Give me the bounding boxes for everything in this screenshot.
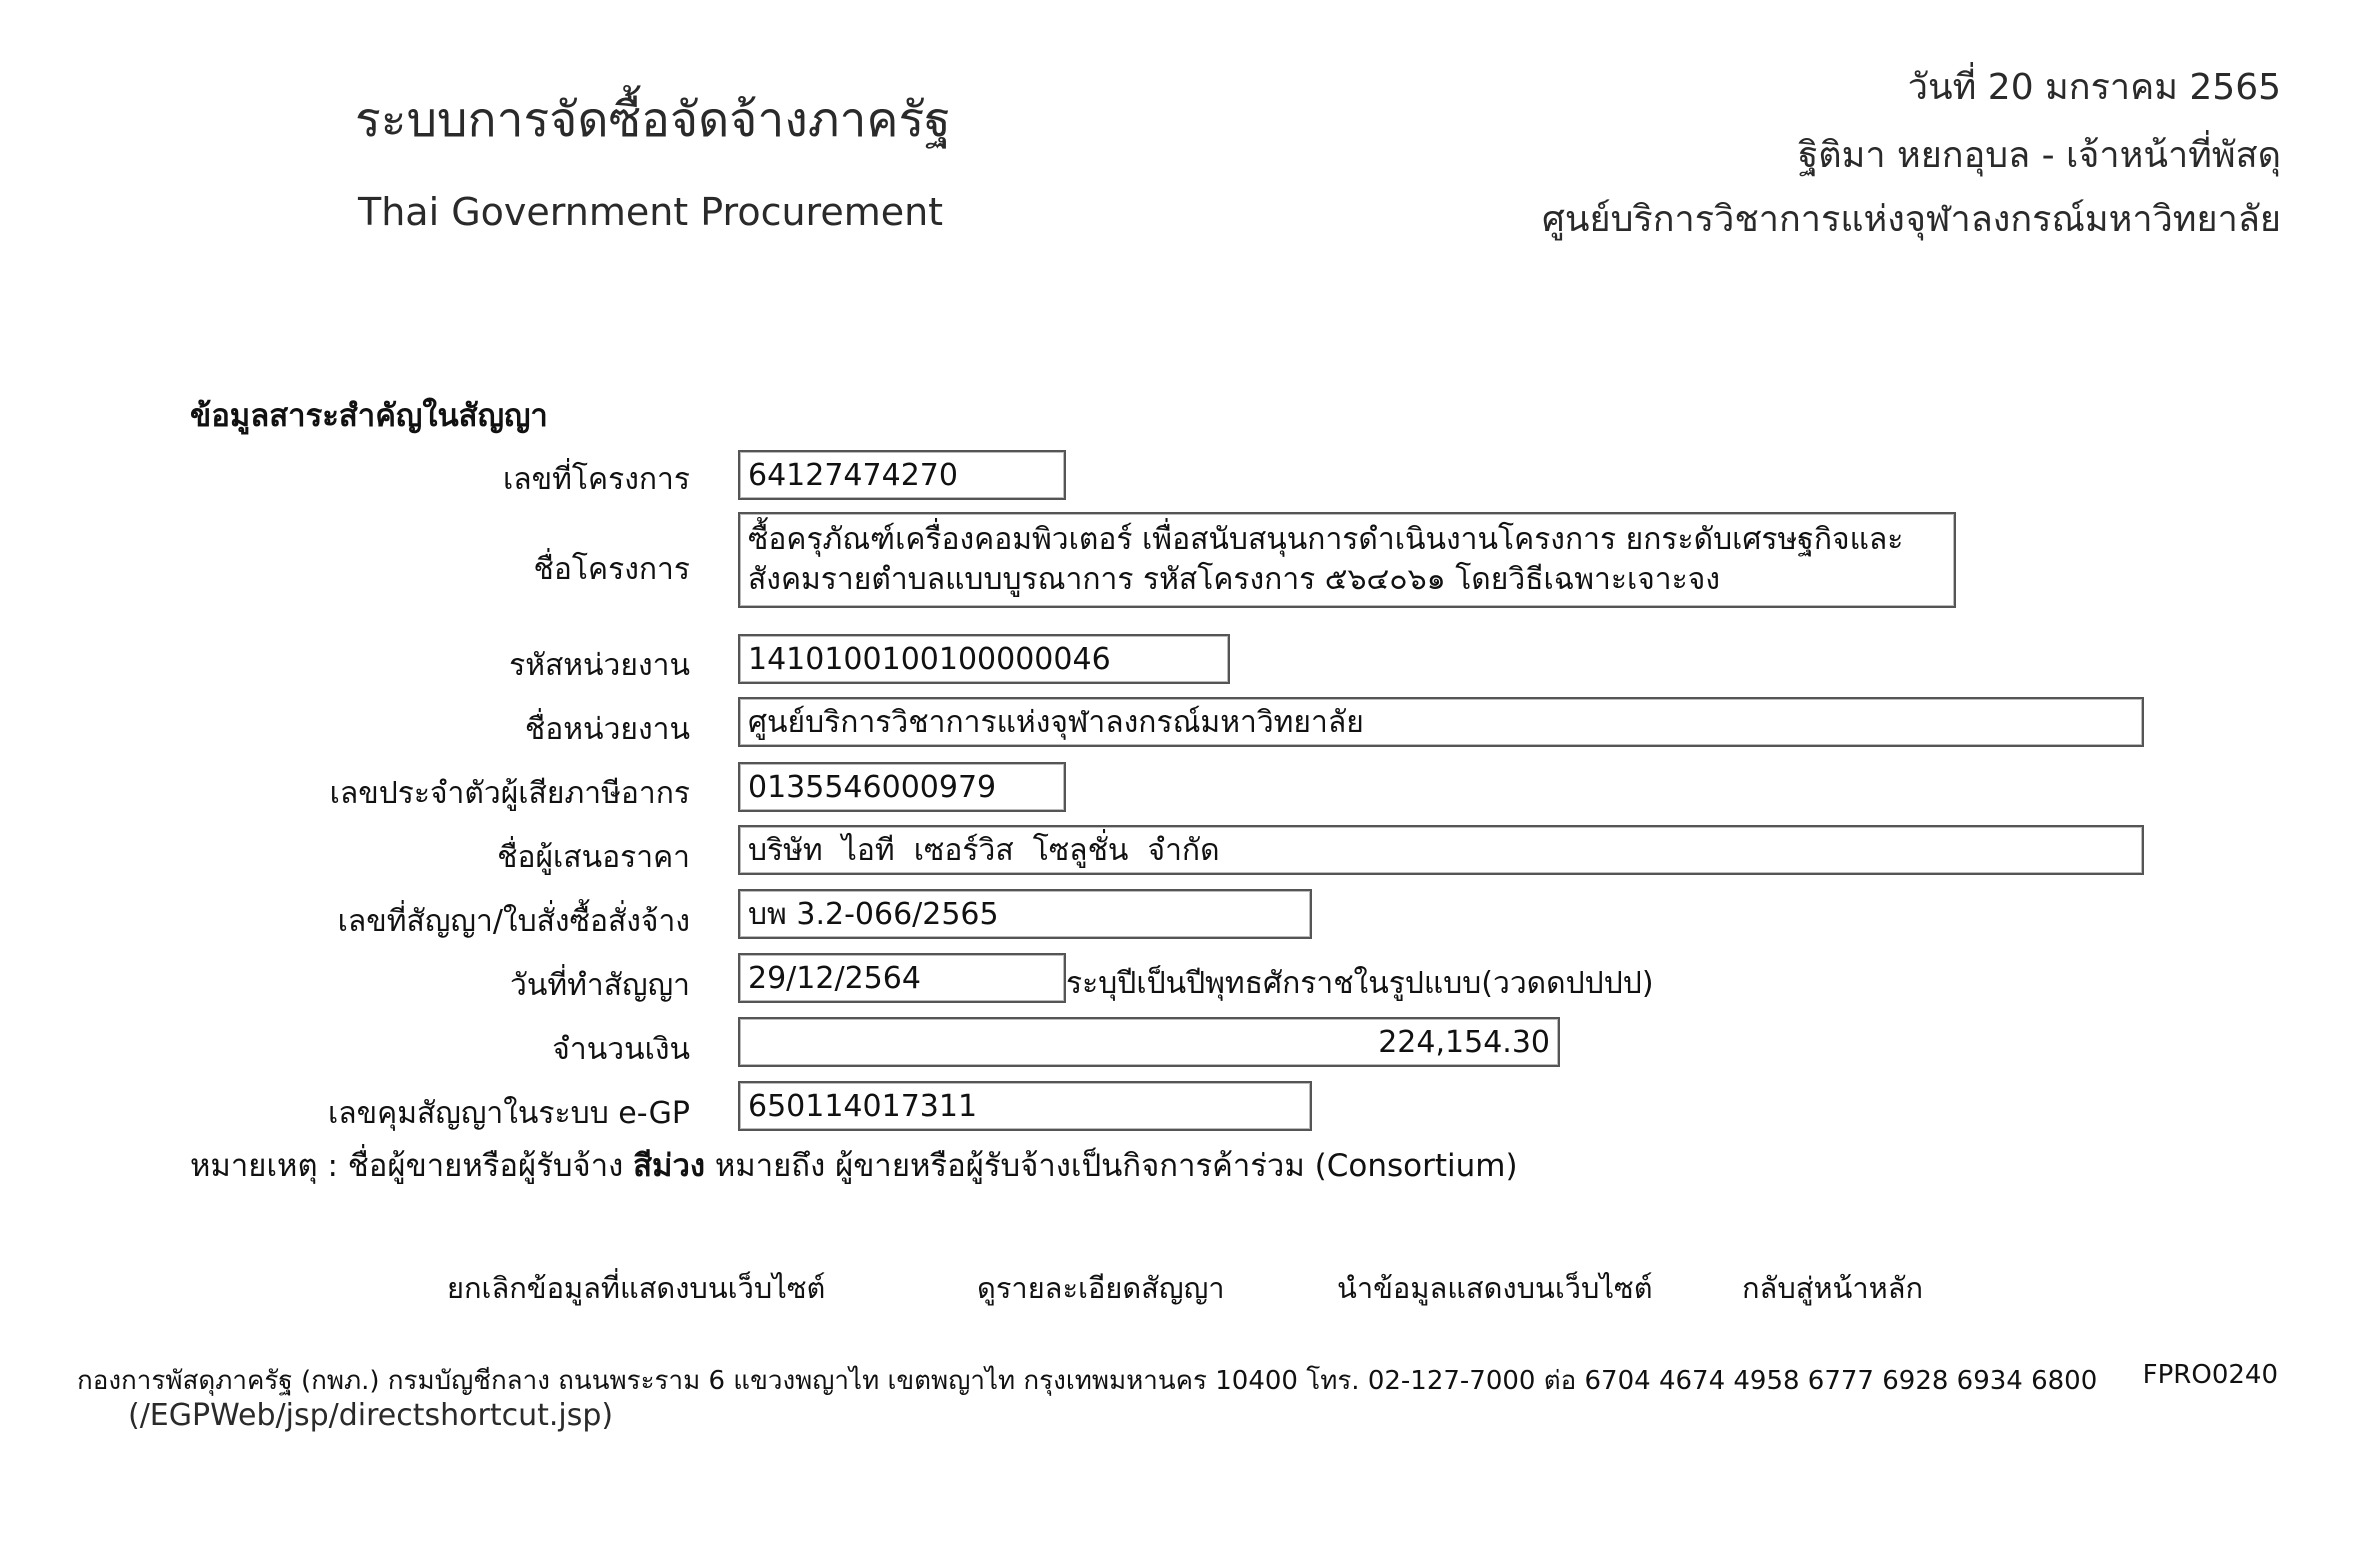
label-tax-id: เลขประจำตัวผู้เสียภาษีอากร (329, 776, 690, 811)
cancel-display-link[interactable]: ยกเลิกข้อมูลที่แสดงบนเว็บไซต์ (447, 1271, 826, 1305)
publish-display-link[interactable]: นำข้อมูลแสดงบนเว็บไซต์ (1337, 1271, 1653, 1305)
project-name-field[interactable]: ซื้อครุภัณฑ์เครื่องคอมพิวเตอร์ เพื่อสนับสนุนการดำเนินงานโครงการ ยกระดับเศรษฐกิจและสังคมรายตำบลแบบบูรณาการ รหัสโครงการ ๕๖๔๐๖๑ โดยวิธีเฉพาะเจาะจง (738, 512, 1956, 608)
label-egp-control-no: เลขคุมสัญญาในระบบ e-GP (328, 1096, 690, 1131)
header-user: ฐิติมา หยกอุบล - เจ้าหน้าที่พัสดุ (1798, 135, 2281, 176)
agency-code-field[interactable]: 1410100100100000046 (738, 634, 1230, 684)
footer-code: FPRO0240 (2142, 1360, 2278, 1390)
label-bidder-name: ชื่อผู้เสนอราคา (497, 840, 690, 875)
bidder-name-field[interactable]: บริษัท ไอที เซอร์วิส โซลูชั่น จำกัด (738, 825, 2144, 875)
back-home-link[interactable]: กลับสู่หน้าหลัก (1742, 1271, 1924, 1305)
footer-address: กองการพัสดุภาครัฐ (กพภ.) กรมบัญชีกลาง ถนนพระราม 6 แขวงพญาไท เขตพญาไท กรุงเทพมหานคร 10400 โทร. 02-127-7000 ต่อ 6704 4674 4958 6777 6928 6934 6800 (77, 1366, 2098, 1396)
label-agency-name: ชื่อหน่วยงาน (524, 712, 690, 747)
amount-field[interactable]: 224,154.30 (738, 1017, 1560, 1067)
remark (190, 1140, 1518, 1190)
contract-no-field[interactable]: บพ 3.2-066/2565 (738, 889, 1312, 939)
header-organization: ศูนย์บริการวิชาการแห่งจุฬาลงกรณ์มหาวิทยาลัย (1542, 199, 2281, 240)
label-contract-no: เลขที่สัญญา/ใบสั่งซื้อสั่งจ้าง (337, 904, 690, 939)
label-agency-code: รหัสหน่วยงาน (509, 648, 690, 683)
remark-highlight: สีม่วง (633, 1148, 706, 1184)
egp-control-no-field[interactable]: 650114017311 (738, 1081, 1312, 1131)
tax-id-field[interactable]: 0135546000979 (738, 762, 1066, 812)
label-project-name: ชื่อโครงการ (533, 552, 690, 587)
remark-prefix: หมายเหตุ : ชื่อผู้ขายหรือผู้รับจ้าง (190, 1148, 634, 1184)
label-amount: จำนวนเงิน (552, 1032, 690, 1067)
project-no-field[interactable]: 64127474270 (738, 450, 1066, 500)
remark-suffix: หมายถึง ผู้ขายหรือผู้รับจ้างเป็นกิจการค้าร่วม (Consortium) (705, 1148, 1518, 1184)
system-title-th: ระบบการจัดซื้อจัดจ้างภาครัฐ (355, 92, 951, 148)
header-date: วันที่ 20 มกราคม 2565 (1907, 67, 2281, 108)
contract-date-field[interactable]: 29/12/2564 (738, 953, 1066, 1003)
system-title-en: Thai Government Procurement (358, 190, 944, 234)
agency-name-field[interactable]: ศูนย์บริการวิชาการแห่งจุฬาลงกรณ์มหาวิทยาลัย (738, 697, 2144, 747)
footer-path: (/EGPWeb/jsp/directshortcut.jsp) (128, 1398, 614, 1433)
label-project-no: เลขที่โครงการ (503, 462, 690, 497)
contract-detail-link[interactable]: ดูรายละเอียดสัญญา (977, 1271, 1225, 1305)
contract-date-note: ระบุปีเป็นปีพุทธศักราชในรูปแบบ(ววดดปปปป) (1066, 966, 1654, 1001)
section-title: ข้อมูลสาระสำคัญในสัญญา (190, 398, 548, 434)
label-contract-date: วันที่ทำสัญญา (509, 968, 690, 1003)
